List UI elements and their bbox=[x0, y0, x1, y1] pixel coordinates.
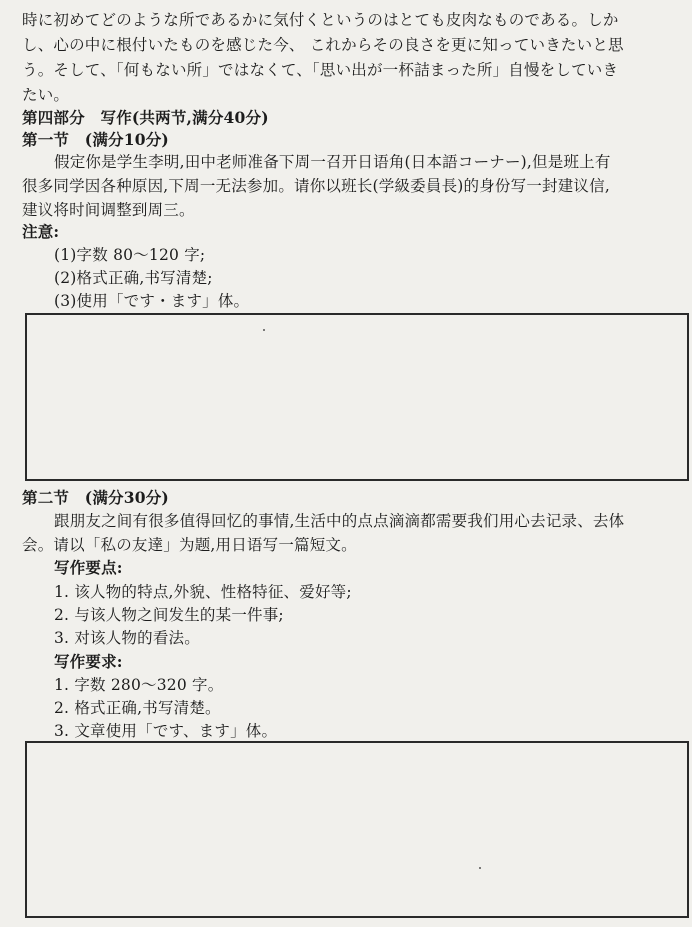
section2-point-1: 1. 该人物的特点,外貌、性格特征、爱好等; bbox=[54, 583, 352, 601]
section1-notes-label: 注意: bbox=[22, 222, 60, 241]
section1-title: 第一节 (满分10分) bbox=[22, 130, 169, 149]
section2-requirement-1: 1. 字数 280～320 字。 bbox=[54, 676, 224, 694]
section2-prompt-line-2: 会。请以「私の友達」为题,用日语写一篇短文。 bbox=[22, 536, 357, 554]
section2-prompt-line-1: 跟朋友之间有很多值得回忆的事情,生活中的点点滴滴都需要我们用心去记录、去体 bbox=[54, 512, 625, 530]
paper-speck bbox=[263, 329, 265, 331]
section1-prompt-line-2: 很多同学因各种原因,下周一无法参加。请你以班长(学級委員長)的身份写一封建议信, bbox=[22, 177, 610, 195]
section2-requirement-2: 2. 格式正确,书写清楚。 bbox=[54, 699, 221, 717]
passage-line-1: 時に初めてどのような所であるかに気付くというのはとても皮肉なものである。しか bbox=[22, 11, 619, 29]
section2-answer-box[interactable] bbox=[25, 741, 689, 918]
paper-speck bbox=[479, 867, 481, 869]
passage-line-3: う。そして、「何もない所」ではなくて、「思い出が一杯詰まった所」自慢をしていき bbox=[22, 61, 619, 79]
section1-prompt-line-1: 假定你是学生李明,田中老师准备下周一召开日语角(日本語コーナー),但是班上有 bbox=[54, 153, 611, 171]
part4-title: 第四部分 写作(共两节,满分40分) bbox=[22, 108, 269, 127]
section2-title: 第二节 (满分30分) bbox=[22, 488, 169, 507]
section2-requirements-label: 写作要求: bbox=[54, 652, 123, 671]
section1-note-2: (2)格式正确,书写清楚; bbox=[54, 269, 213, 287]
section1-note-3: (3)使用「です・ます」体。 bbox=[54, 292, 250, 310]
section2-point-2: 2. 与该人物之间发生的某一件事; bbox=[54, 606, 284, 624]
section2-points-label: 写作要点: bbox=[54, 558, 123, 577]
section2-point-3: 3. 对该人物的看法。 bbox=[54, 629, 200, 647]
section1-prompt-line-3: 建议将时间调整到周三。 bbox=[22, 201, 195, 219]
passage-line-2: し、心の中に根付いたものを感じた今、 これからその良さを更に知っていきたいと思 bbox=[22, 36, 624, 54]
passage-line-4: たい。 bbox=[22, 86, 70, 104]
section2-requirement-3: 3. 文章使用「です、ます」体。 bbox=[54, 722, 278, 740]
section1-note-1: (1)字数 80～120 字; bbox=[54, 246, 206, 264]
section1-answer-box[interactable] bbox=[25, 313, 689, 481]
